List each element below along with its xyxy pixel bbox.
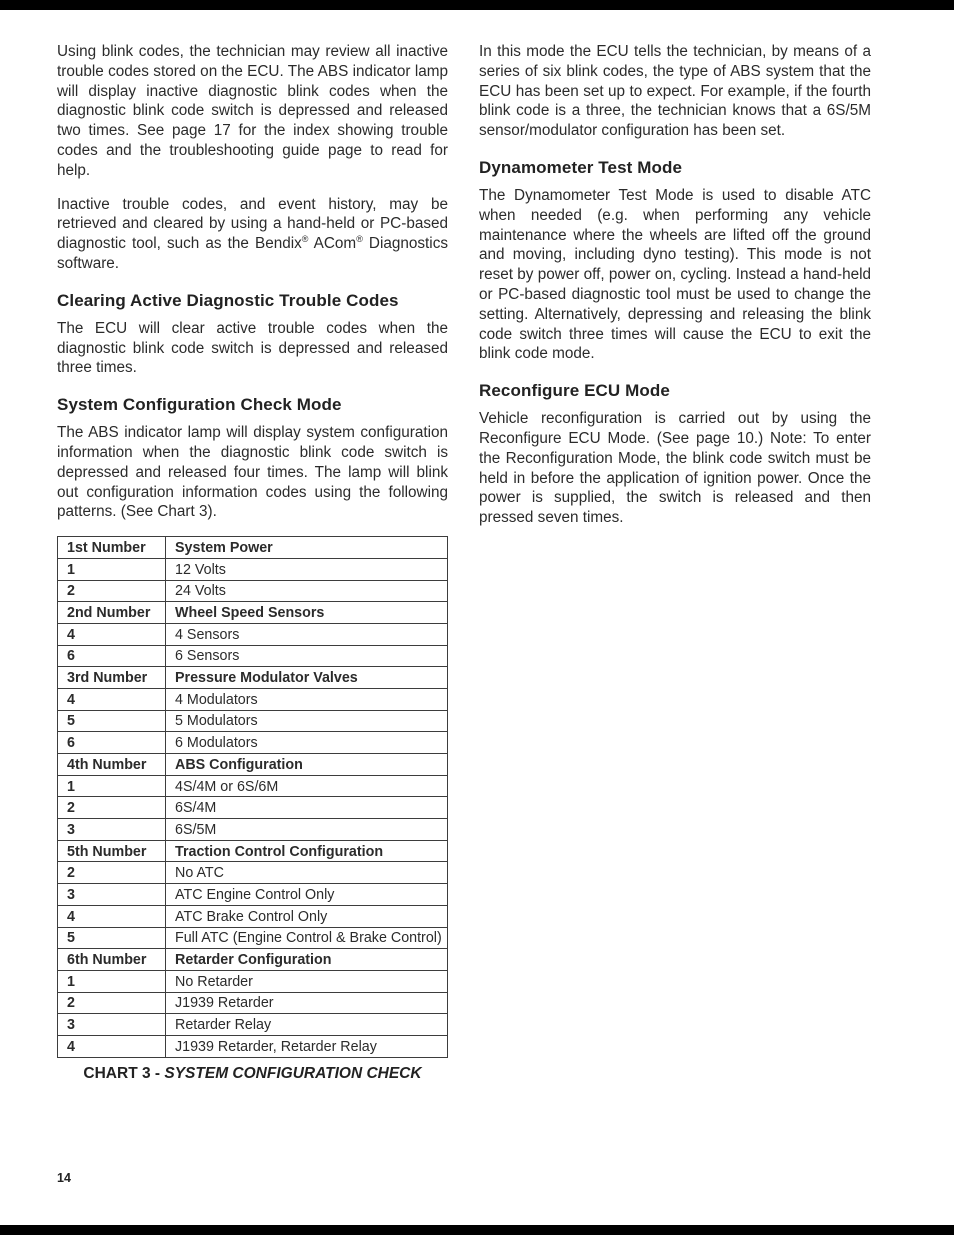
table-cell-description: 5 Modulators — [166, 710, 448, 732]
table-row — [58, 992, 448, 1014]
table-row — [58, 1035, 448, 1057]
table-cell-code: 3 — [58, 884, 166, 906]
table-cell-description: Full ATC (Engine Control & Brake Control) — [166, 927, 448, 949]
table-cell-description: 24 Volts — [166, 580, 448, 602]
table-cell-description: ABS Configuration — [166, 754, 448, 776]
table-group-header-row — [58, 840, 448, 862]
paragraph-blink-code-mode: In this mode the ECU tells the technician, by means of a series of six blink codes, the type of ABS system that the ECU has been set up to expect. For example, if the fourth blink code is a three, the technician knows that a 6S/5M sensor/modulator configuration has been set. — [479, 43, 871, 140]
table-cell-code: 2 — [58, 580, 166, 602]
table-row — [58, 710, 448, 732]
table-cell-description: Retarder Configuration — [166, 949, 448, 971]
paragraph-dynamometer-test-mode: The Dynamometer Test Mode is used to disable ATC when needed (e.g. when performing any vehicle maintenance where the wheels are lifted off the ground and moving, including dyno testing). This mode is not reset by power off, power on, cycling. Instead a hand-held or PC-based diagnostic tool must be used to change the setting. Alternatively, depressing and releasing the blink code switch three times will cause the ECU to exit the blink code mode. — [479, 186, 871, 363]
table-cell-description: ATC Brake Control Only — [166, 905, 448, 927]
table-row — [58, 558, 448, 580]
table-cell-description: Retarder Relay — [166, 1014, 448, 1036]
table-cell-code: 1st Number — [58, 537, 166, 559]
table-group-header-row — [58, 949, 448, 971]
paragraph-inactive-codes-text: Diagnostics software. — [57, 235, 448, 272]
table-row — [58, 905, 448, 927]
right-column — [479, 42, 871, 542]
table-row — [58, 645, 448, 667]
table-row — [58, 927, 448, 949]
table-cell-description: Traction Control Configuration — [166, 840, 448, 862]
table-row — [58, 862, 448, 884]
table-cell-code: 3 — [58, 1014, 166, 1036]
table-cell-code: 4 — [58, 688, 166, 710]
table-cell-code: 4 — [58, 1035, 166, 1057]
bottom-rule-bar — [0, 1225, 954, 1235]
page-number: 14 — [57, 1171, 71, 1185]
heading-system-configuration-check: System Configuration Check Mode — [57, 395, 342, 415]
table-cell-code: 5 — [58, 710, 166, 732]
table-row — [58, 884, 448, 906]
table-cell-code: 2 — [58, 797, 166, 819]
paragraph-system-configuration-check: The ABS indicator lamp will display system configuration information when the diagnostic blink code switch is depressed and released four times. The lamp will blink out configuration information codes using the following patterns. (See Chart 3). — [57, 424, 448, 521]
table-cell-code: 4 — [58, 623, 166, 645]
paragraph-reconfigure-ecu-mode: Vehicle reconfiguration is carried out by using the Reconfigure ECU Mode. (See page 10.) Note: To enter the Reconfiguration Mode, the blink code switch must be held in before the application of ignition power. Once the power is supplied, the switch is released and then pressed seven times. — [479, 410, 871, 527]
paragraph-inactive-codes-text: ACom — [308, 235, 357, 253]
table-row — [58, 580, 448, 602]
table-row — [58, 970, 448, 992]
table-cell-code: 1 — [58, 558, 166, 580]
heading-clearing-active-codes: Clearing Active Diagnostic Trouble Codes — [57, 290, 399, 310]
table-cell-description: ATC Engine Control Only — [166, 884, 448, 906]
table-cell-code: 3rd Number — [58, 667, 166, 689]
table-cell-description: 6 Sensors — [166, 645, 448, 667]
chart3-caption-prefix: CHART 3 - — [83, 1064, 165, 1082]
table-cell-description: System Power — [166, 537, 448, 559]
table-row — [58, 688, 448, 710]
table-group-header-row — [58, 602, 448, 624]
table-cell-code: 4 — [58, 905, 166, 927]
chart3-caption-title: SYSTEM CONFIGURATION CHECK — [164, 1064, 422, 1082]
left-column — [57, 42, 448, 1083]
table-cell-description: No Retarder — [166, 970, 448, 992]
table-cell-description: 4S/4M or 6S/6M — [166, 775, 448, 797]
table-cell-description: 6 Modulators — [166, 732, 448, 754]
chart3-caption — [57, 1065, 448, 1083]
table-cell-code: 5th Number — [58, 840, 166, 862]
table-cell-code: 2nd Number — [58, 602, 166, 624]
table-cell-code: 2 — [58, 862, 166, 884]
table-cell-description: 12 Volts — [166, 558, 448, 580]
table-cell-description: 6S/4M — [166, 797, 448, 819]
table-cell-code: 6 — [58, 732, 166, 754]
table-cell-code: 5 — [58, 927, 166, 949]
table-cell-description: No ATC — [166, 862, 448, 884]
table-row — [58, 775, 448, 797]
table-row — [58, 1014, 448, 1036]
table-cell-description: 4 Modulators — [166, 688, 448, 710]
table-cell-description: 6S/5M — [166, 819, 448, 841]
table-cell-description: Wheel Speed Sensors — [166, 602, 448, 624]
paragraph-inactive-codes-text: Inactive trouble codes, and event history, may be retrieved and cleared by using a hand-held or PC-based diagnostic tool, such as the Bendix — [57, 195, 448, 253]
table-cell-code: 6th Number — [58, 949, 166, 971]
table-cell-description: J1939 Retarder, Retarder Relay — [166, 1035, 448, 1057]
table-cell-description: J1939 Retarder — [166, 992, 448, 1014]
table-row — [58, 732, 448, 754]
table-cell-code: 3 — [58, 819, 166, 841]
paragraph-inactive-codes — [57, 195, 448, 274]
paragraph-blink-codes: Using blink codes, the technician may review all inactive trouble codes stored on the ECU. The ABS indicator lamp will display inactive diagnostic blink codes when the diagnostic blink code switch is depressed and released two times. See page 17 for the index showing trouble codes and the troubleshooting guide page to read for help. — [57, 43, 448, 179]
table-cell-description: Pressure Modulator Valves — [166, 667, 448, 689]
heading-dynamometer-test-mode: Dynamometer Test Mode — [479, 157, 682, 177]
table-row — [58, 623, 448, 645]
paragraph-clearing-active-codes: The ECU will clear active trouble codes when the diagnostic blink code switch is depressed and released three times. — [57, 319, 448, 377]
table-cell-code: 4th Number — [58, 754, 166, 776]
heading-reconfigure-ecu-mode: Reconfigure ECU Mode — [479, 381, 670, 401]
table-cell-code: 2 — [58, 992, 166, 1014]
table-row — [58, 819, 448, 841]
chart3-table-body — [58, 537, 448, 1058]
table-group-header-row — [58, 667, 448, 689]
table-cell-code: 6 — [58, 645, 166, 667]
table-group-header-row — [58, 754, 448, 776]
top-rule-bar — [0, 0, 954, 10]
table-cell-code: 1 — [58, 970, 166, 992]
table-group-header-row — [58, 537, 448, 559]
table-row — [58, 797, 448, 819]
registered-trademark-symbol: ® — [301, 234, 309, 245]
chart3-table — [57, 536, 448, 1058]
table-cell-description: 4 Sensors — [166, 623, 448, 645]
registered-trademark-symbol: ® — [356, 234, 363, 245]
table-cell-code: 1 — [58, 775, 166, 797]
